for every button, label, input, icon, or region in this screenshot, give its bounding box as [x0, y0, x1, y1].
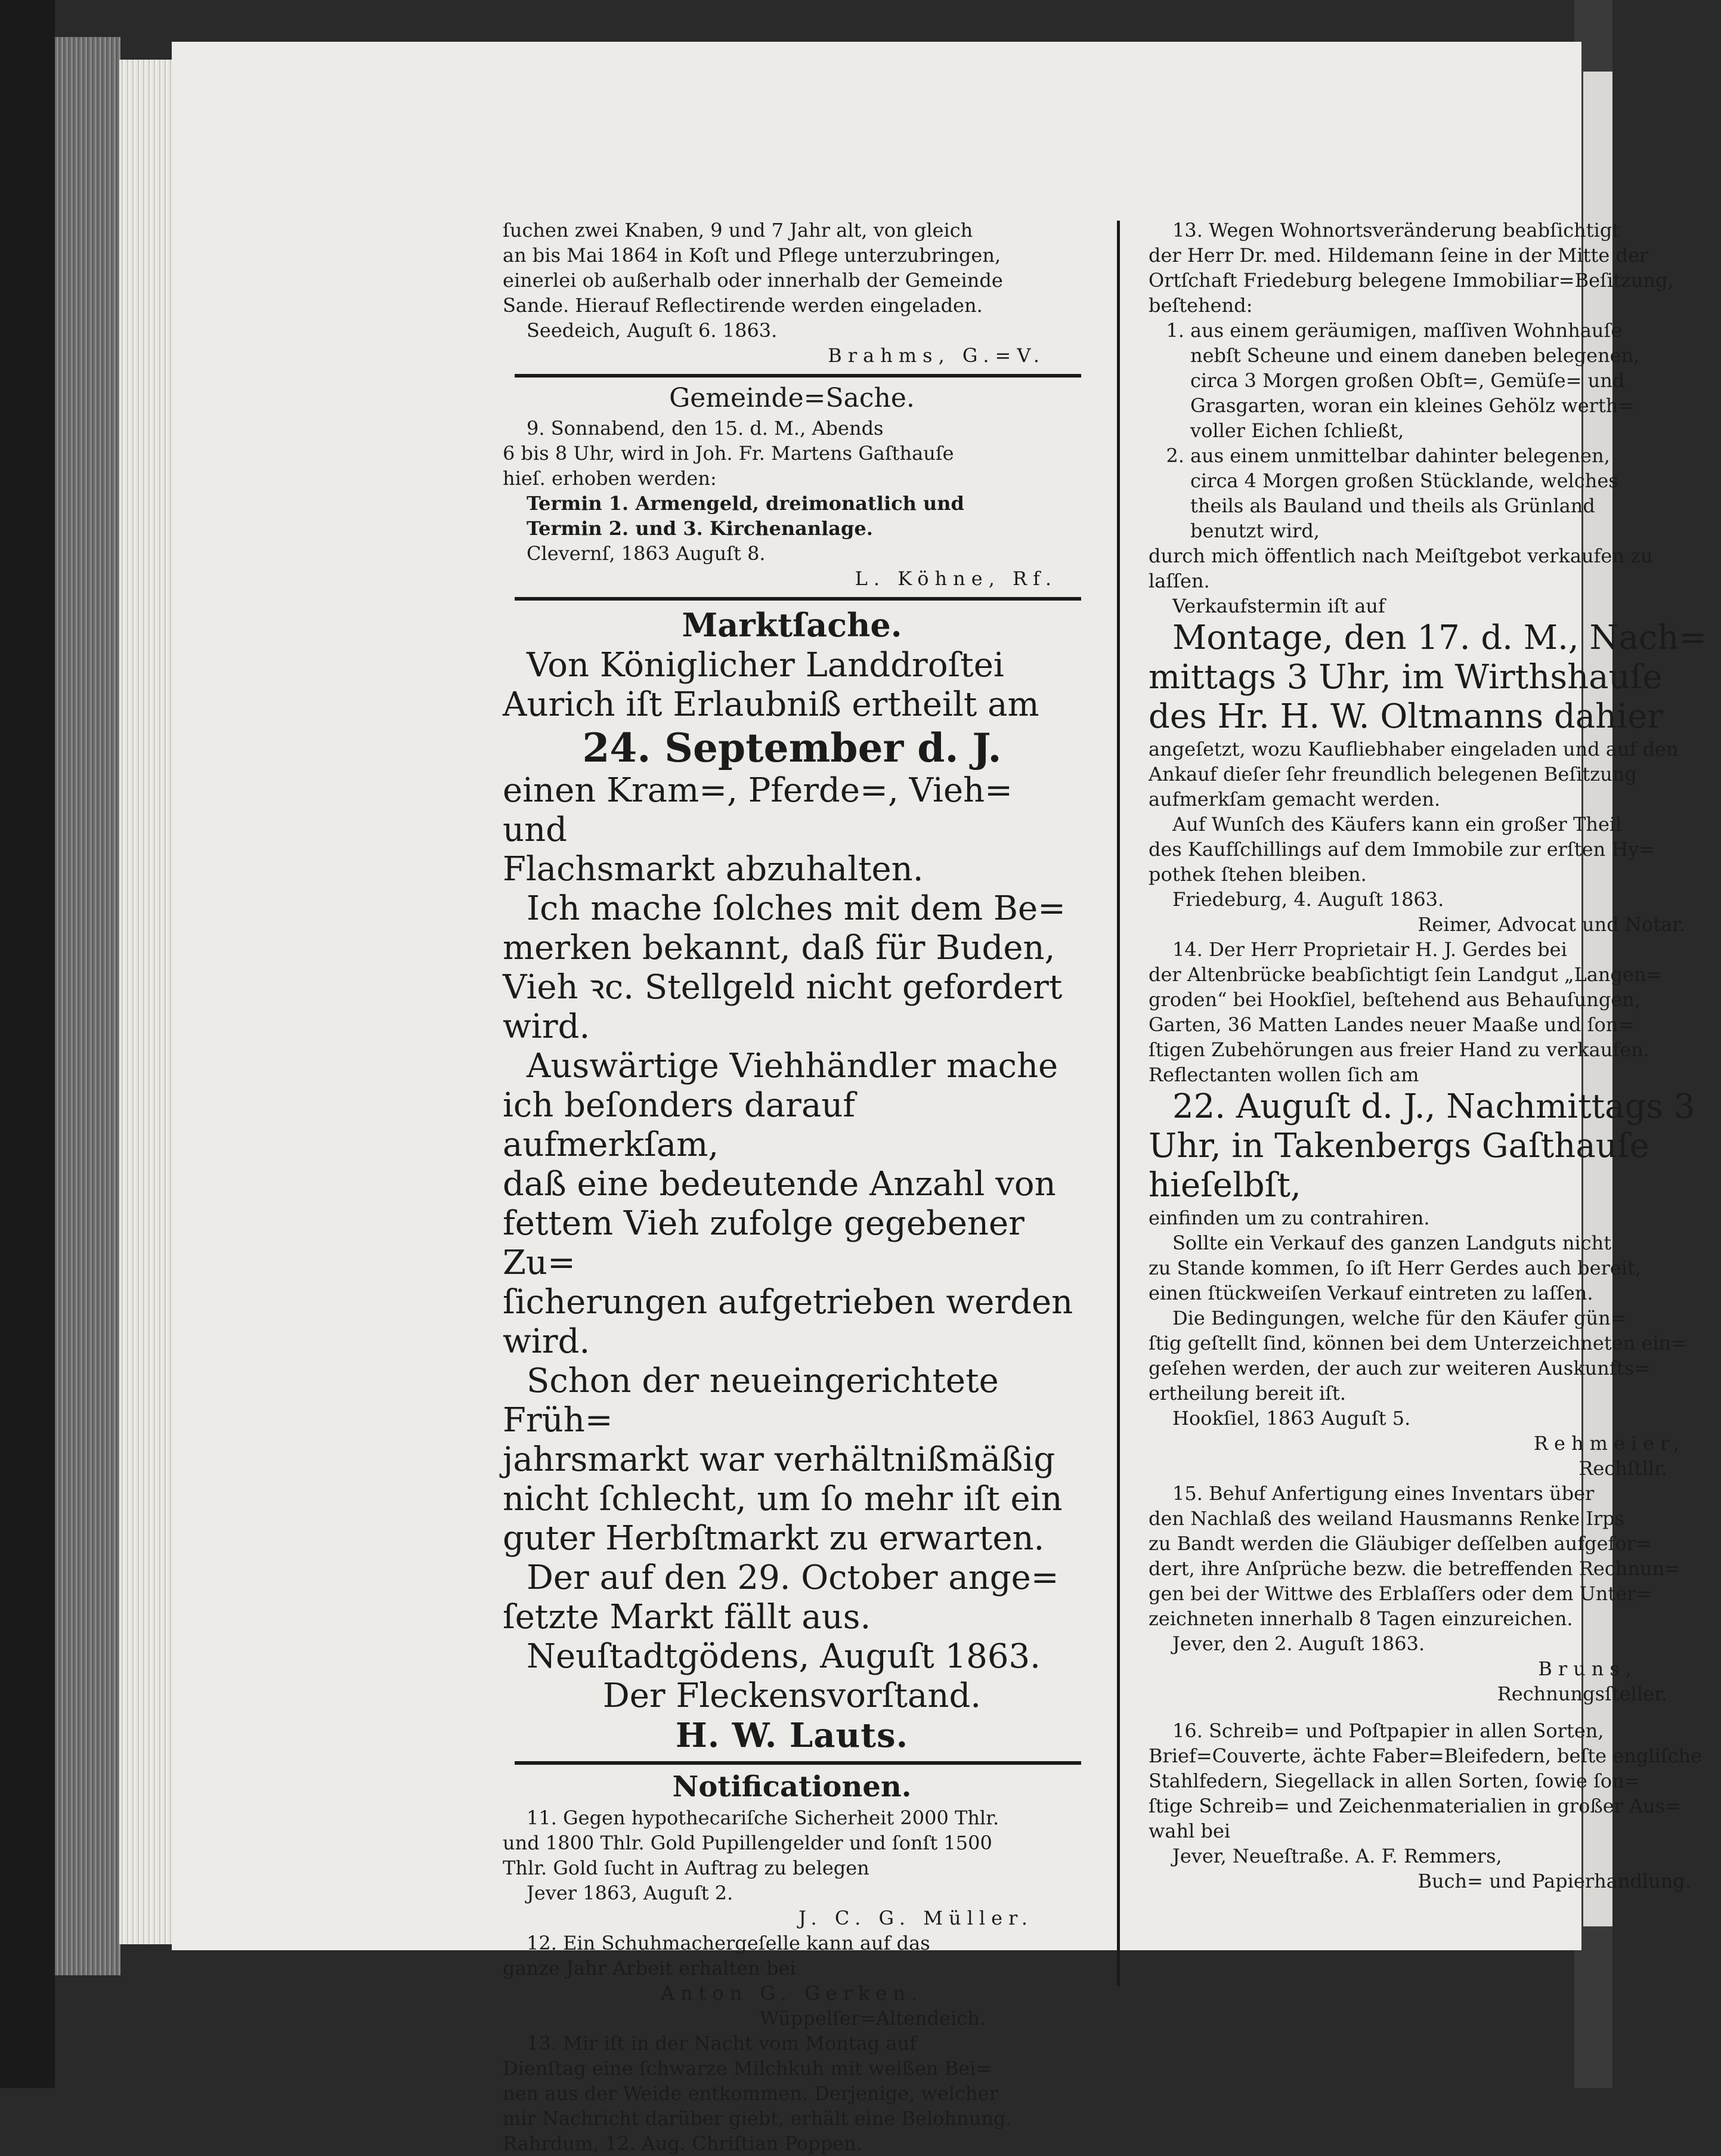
text-line: 6 bis 8 Uhr, wird in Joh. Fr. Martens Gaſthauſe	[503, 442, 954, 465]
text-line: zu Bandt werden die Gläubiger deſſelben aufgefor=	[1149, 1532, 1652, 1555]
text-line: jahrsmarkt war verhältnißmäßig	[503, 1440, 1055, 1479]
book-cover-edge	[55, 37, 120, 1975]
text-line: ſicherungen aufgetrieben werden wird.	[503, 1283, 1073, 1361]
text-line: guter Herbſtmarkt zu erwarten.	[503, 1519, 1045, 1558]
text-line: nebſt Scheune und einem daneben belegenen,	[1190, 344, 1640, 367]
signature: Rehmeier,	[1533, 1432, 1685, 1455]
signature: Anton G. Gerken.	[660, 1982, 924, 2005]
signature: Reimer, Advocat und Notar.	[1417, 913, 1685, 936]
text-line: einerlei ob außerhalb oder innerhalb der Gemeinde	[503, 269, 1003, 292]
text-line: theils als Bauland und theils als Grünland	[1190, 494, 1595, 517]
signature-title: Rechnungsſteller.	[1497, 1682, 1667, 1705]
place-date: Friedeburg, 4. Auguſt 1863.	[1172, 888, 1444, 911]
left-column	[503, 218, 1081, 2156]
text-line: Garten, 36 Matten Landes neuer Maaße und ſon=	[1149, 1013, 1635, 1036]
text-line: aus einem geräumigen, maſſiven Wohnhauſe	[1190, 319, 1623, 342]
notice-intro	[503, 218, 1081, 368]
text-line: 14. Der Herr Proprietair H. J. Gerdes bei	[1172, 938, 1567, 961]
text-line: Die Bedingungen, welche für den Käufer gün=	[1172, 1307, 1627, 1329]
place-date: Neuſtadtgödens, Auguſt 1863.	[527, 1637, 1041, 1676]
text-line: an bis Mai 1864 in Koſt und Pflege unterzubringen,	[503, 244, 1001, 267]
place-date: Clevernſ, 1863 Auguſt 8.	[527, 542, 766, 565]
text-line: einen Kram=, Pferde=, Vieh= und	[503, 771, 1013, 849]
section-markt	[503, 604, 1081, 1755]
text-line: Brief=Couverte, ächte Faber=Bleifedern, beſte engliſche	[1149, 1744, 1703, 1767]
text-line: der Herr Dr. med. Hildemann ſeine in der Mitte der	[1149, 244, 1649, 267]
newspaper-page	[172, 42, 1707, 2155]
right-column	[1149, 218, 1721, 1894]
text-line: fettem Vieh zufolge gegebener Zu=	[503, 1204, 1024, 1282]
sale-date-line: Montage, den 17. d. M., Nach=	[1172, 618, 1707, 657]
termin-line: Termin 2. und 3. Kirchenanlage.	[527, 517, 873, 540]
text-line: Sollte ein Verkauf des ganzen Landguts nicht	[1172, 1232, 1612, 1254]
text-line: einfinden um zu contrahiren.	[1149, 1207, 1430, 1229]
text-line: Stahlfedern, Siegellack in allen Sorten, ſowie ſon=	[1149, 1770, 1640, 1792]
text-line: aus einem unmittelbar dahinter belegenen,	[1190, 444, 1610, 467]
place-signature: Jever, Neueſtraße. A. F. Remmers,	[1172, 1845, 1502, 1867]
text-line: Dienſtag eine ſchwarze Milchkuh mit weißen Bei=	[503, 2057, 992, 2080]
text-line: merken bekannt, daß für Buden,	[503, 929, 1055, 967]
text-line: Auswärtige Viehhändler mache	[527, 1047, 1058, 1085]
text-line: Ankauf dieſer ſehr freundlich belegenen Beſitzung	[1149, 763, 1637, 785]
signature-title: Rechſtllr.	[1578, 1457, 1667, 1480]
text-line: 13. Wegen Wohnortsveränderung beabſichtigt	[1172, 219, 1620, 242]
section-gemeinde	[503, 381, 1081, 591]
text-line: ſtigen Zubehörungen aus freier Hand zu verkaufen.	[1149, 1038, 1649, 1061]
text-line: der Altenbrücke beabſichtigt ſein Landgut „Langen=	[1149, 963, 1663, 986]
text-line: ganze Jahr Arbeit erhalten bei	[503, 1957, 796, 1979]
section-heading: Gemeinde=Sache.	[669, 383, 915, 413]
text-line: beſtehend:	[1149, 294, 1253, 317]
text-line: ertheilung bereit iſt.	[1149, 1382, 1347, 1405]
text-line: hieſ. erhoben werden:	[503, 467, 717, 490]
text-line: wird.	[503, 1007, 590, 1046]
text-line: gen bei der Wittwe des Erblaſſers oder dem Unter=	[1149, 1582, 1652, 1605]
text-line: benutzt wird,	[1190, 519, 1320, 542]
text-line: daß eine bedeutende Anzahl von	[503, 1165, 1056, 1204]
sale-date-line: hieſelbſt,	[1149, 1166, 1301, 1205]
place-date: Hookſiel, 1863 Auguſt 5.	[1172, 1407, 1411, 1430]
termin-line: Termin 1. Armengeld, dreimonatlich und	[527, 492, 964, 515]
text-line: und 1800 Thlr. Gold Pupillengelder und ſonſt 1500	[503, 1832, 992, 1854]
place-date: Jever, den 2. Auguſt 1863.	[1172, 1632, 1425, 1655]
signature: L. Köhne, Rf.	[855, 567, 1057, 590]
text-line: einen ſtückweiſen Verkauf eintreten zu laſſen.	[1149, 1282, 1593, 1304]
notice-16	[1149, 1718, 1721, 1894]
scan-left-edge	[0, 0, 55, 2088]
signature-title: Buch= und Papierhandlung.	[1417, 1870, 1691, 1892]
list-number: 2.	[1166, 444, 1184, 467]
text-line: durch mich öffentlich nach Meiſtgebot verkaufen zu	[1149, 545, 1653, 567]
text-line: des Kaufſchillings auf dem Immobile zur erſten Hy=	[1149, 838, 1655, 861]
text-line: Aurich iſt Erlaubniß ertheilt am	[503, 685, 1039, 724]
page-edges	[119, 60, 173, 1944]
text-line: aufmerkſam gemacht werden.	[1149, 788, 1441, 811]
text-line: Reflectanten wollen ſich am	[1149, 1063, 1419, 1086]
text-line: dert, ihre Anſprüche bezw. die betreffenden Rechnun=	[1149, 1557, 1681, 1580]
notice-13-right	[1149, 218, 1721, 937]
list-item	[1149, 318, 1721, 443]
notice-15	[1149, 1481, 1721, 1706]
place-name: Wüppelſer=Altendeich.	[759, 2007, 986, 2030]
text-line: 9. Sonnabend, den 15. d. M., Abends	[527, 417, 884, 440]
signature: Rahrdum, 12. Aug. Chriſtian Poppen.	[503, 2132, 862, 2155]
text-line: Thlr. Gold ſucht in Auftrag zu belegen	[503, 1857, 869, 1879]
text-line: ſtig geſtellt ſind, können bei dem Unterzeichneten ein=	[1149, 1332, 1687, 1354]
text-line: Flachsmarkt abzuhalten.	[503, 850, 924, 889]
text-line: circa 4 Morgen großen Stücklande, welches	[1190, 469, 1618, 492]
text-line: 11. Gegen hypothecariſche Sicherheit 2000 Thlr.	[527, 1807, 999, 1829]
board-name: Der Fleckensvorſtand.	[602, 1676, 982, 1715]
list-number: 1.	[1166, 319, 1184, 342]
text-line: circa 3 Morgen großen Obſt=, Gemüſe= und	[1190, 369, 1625, 392]
text-line: 12. Ein Schuhmachergeſelle kann auf das	[527, 1932, 930, 1954]
text-line: Ich mache ſolches mit dem Be=	[527, 889, 1066, 928]
text-line: ich beſonders darauf aufmerkſam,	[503, 1086, 856, 1164]
text-line: 16. Schreib= und Poſtpapier in allen Sorten,	[1172, 1719, 1604, 1742]
text-line: ſtige Schreib= und Zeichenmaterialien in großer Aus=	[1149, 1795, 1682, 1817]
section-heading: Notificationen.	[672, 1770, 912, 1804]
sale-date-line: 22. Auguſt d. J., Nachmittags 3	[1172, 1087, 1695, 1126]
signature: H. W. Lauts.	[675, 1716, 909, 1755]
sale-date-line: Uhr, in Takenbergs Gaſthauſe	[1149, 1127, 1649, 1165]
section-rule	[515, 597, 1081, 601]
text-line: Vieh ꝛc. Stellgeld nicht gefordert	[503, 968, 1063, 1007]
signature: Bruns,	[1538, 1657, 1638, 1680]
text-line: ſetzte Markt fällt aus.	[503, 1598, 871, 1637]
text-line: laſſen.	[1149, 570, 1210, 592]
text-line: den Nachlaß des weiland Hausmanns Renke Irps	[1149, 1507, 1625, 1530]
column-divider	[1117, 221, 1120, 1986]
text-line: nicht ſchlecht, um ſo mehr iſt ein	[503, 1480, 1063, 1518]
signature: Brahms, G.=V.	[828, 344, 1045, 367]
section-rule	[515, 1761, 1081, 1765]
place-date: Jever 1863, Auguſt 2.	[527, 1882, 733, 1904]
notice-14	[1149, 937, 1721, 1481]
text-line: angeſetzt, wozu Kaufliebhaber eingeladen und auf den	[1149, 738, 1679, 760]
text-line: zu Stande kommen, ſo iſt Herr Gerdes auch bereit,	[1149, 1257, 1642, 1279]
text-line: ſuchen zwei Knaben, 9 und 7 Jahr alt, von gleich	[503, 219, 973, 242]
section-rule	[515, 374, 1081, 378]
text-line: Auf Wunſch des Käufers kann ein großer Theil	[1172, 813, 1622, 836]
text-line: 13. Mir iſt in der Nacht vom Montag auf	[527, 2032, 917, 2055]
text-line: Verkaufstermin iſt auf	[1172, 595, 1385, 617]
text-line: Von Königlicher Landdroſtei	[527, 646, 1004, 685]
sale-date-line: des Hr. H. W. Oltmanns dahier	[1149, 697, 1663, 736]
text-line: Schon der neueingerichtete Früh=	[503, 1362, 999, 1440]
text-line: geſehen werden, der auch zur weiteren Auskunfts=	[1149, 1357, 1650, 1379]
text-line: Der auf den 29. October ange=	[527, 1558, 1059, 1597]
text-line: wahl bei	[1149, 1820, 1231, 1842]
text-line: zeichneten innerhalb 8 Tagen einzureichen.	[1149, 1607, 1573, 1630]
text-line: mir Nachricht darüber giebt, erhält eine Belohnung.	[503, 2107, 1012, 2130]
text-line: Ortſchaft Friedeburg belegene Immobiliar=Beſitzung,	[1149, 269, 1674, 292]
list-item	[1149, 443, 1721, 543]
sale-date-line: mittags 3 Uhr, im Wirthshauſe	[1149, 658, 1663, 697]
signature: J. C. G. Müller.	[798, 1907, 1033, 1929]
text-line: voller Eichen ſchließt,	[1190, 419, 1404, 442]
section-heading: Marktſache.	[682, 606, 902, 644]
text-line: 15. Behuf Anfertigung eines Inventars über	[1172, 1482, 1595, 1505]
place-date: Seedeich, Auguſt 6. 1863.	[527, 319, 778, 342]
text-line: pothek ſtehen bleiben.	[1149, 863, 1367, 886]
text-line: Grasgarten, woran ein kleines Gehölz werth=	[1190, 394, 1635, 417]
text-line: Sande. Hierauf Reflectirende werden eingeladen.	[503, 294, 983, 317]
section-notificationen	[503, 1768, 1081, 2156]
text-line: groden“ bei Hookſiel, beſtehend aus Behauſungen,	[1149, 988, 1641, 1011]
text-line: nen aus der Weide entkommen. Derjenige, welcher	[503, 2082, 998, 2105]
market-date: 24. September d. J.	[582, 725, 1002, 771]
